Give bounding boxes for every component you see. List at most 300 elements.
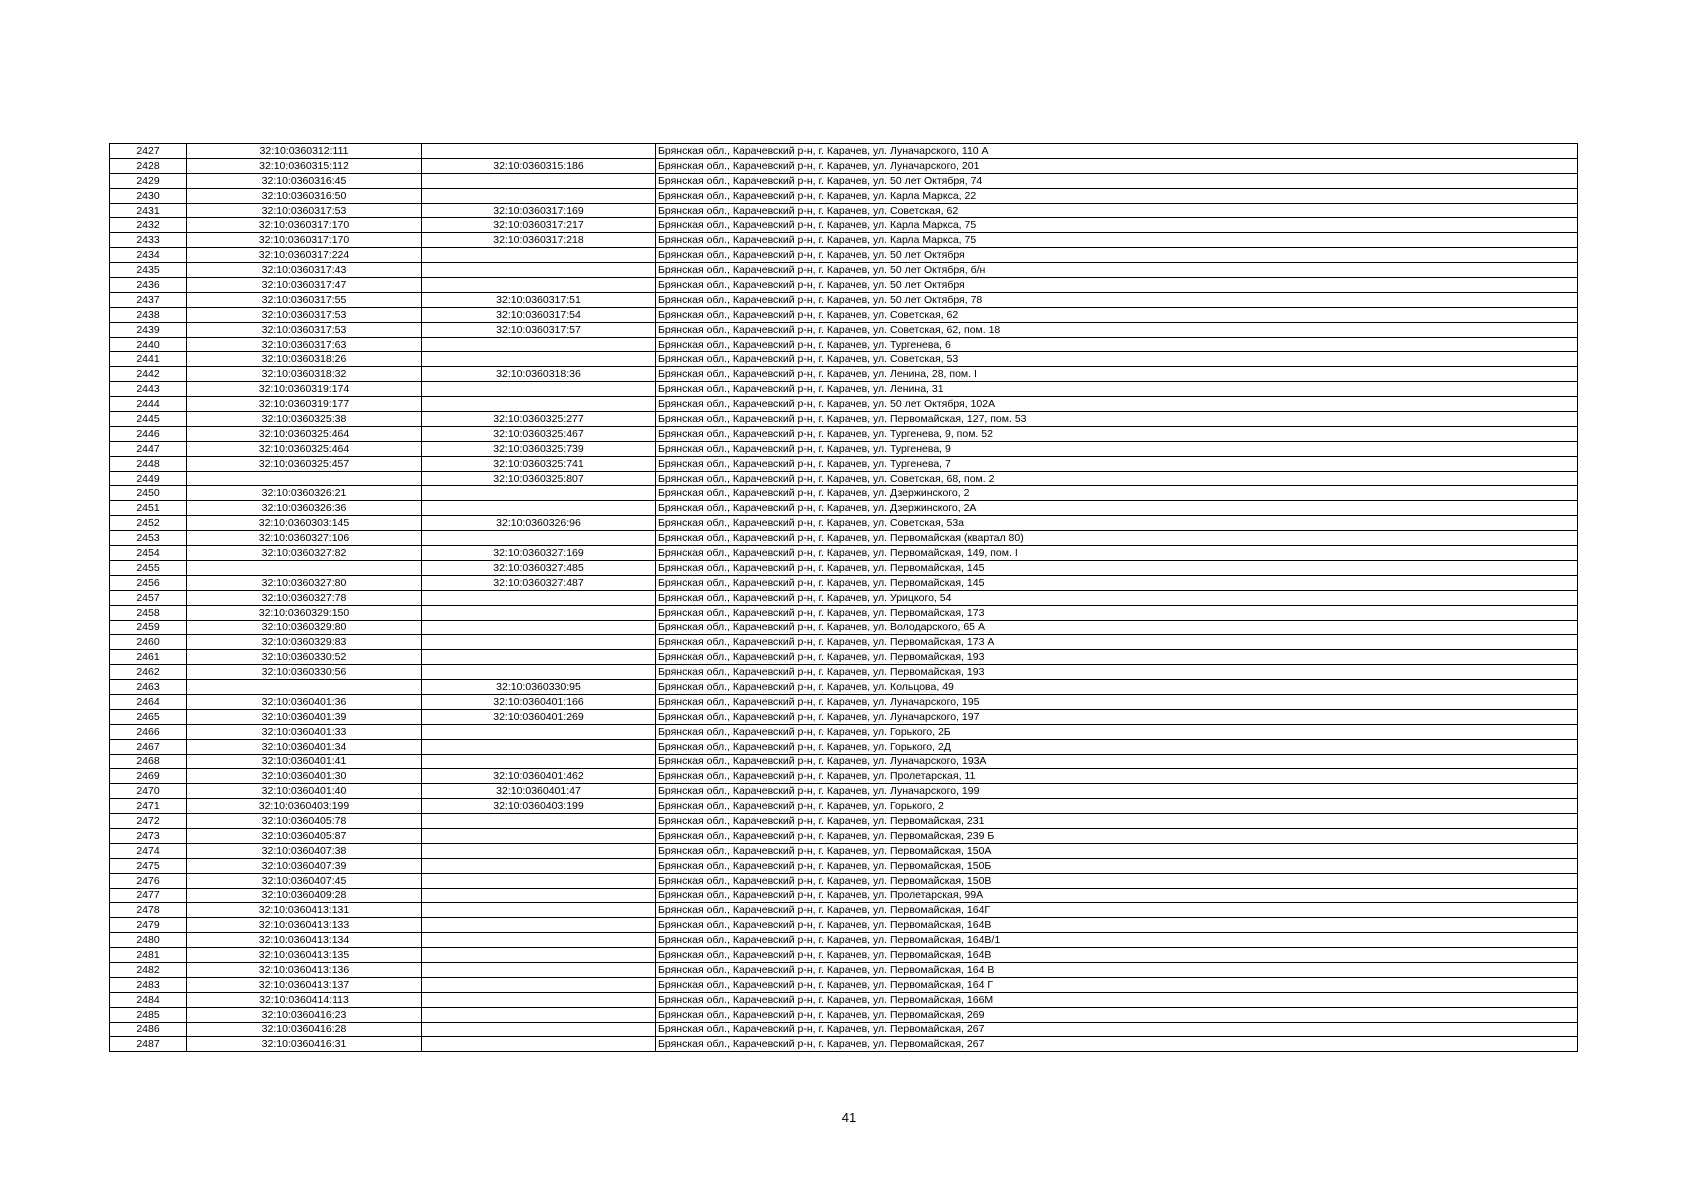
row-number-cell: 2434 [110,248,187,263]
row-number-cell: 2468 [110,754,187,769]
row-number-cell: 2457 [110,590,187,605]
row-number-cell: 2432 [110,218,187,233]
row-number-cell: 2455 [110,560,187,575]
address-cell: Брянская обл., Карачевский р-н, г. Карачев, ул. Первомайская, 173 А [656,635,1578,650]
cadastral-number-cell: 32:10:0360317:53 [187,307,422,322]
building-number-cell [422,650,656,665]
row-number-cell: 2431 [110,203,187,218]
cadastral-number-cell: 32:10:0360401:34 [187,739,422,754]
address-cell: Брянская обл., Карачевский р-н, г. Карачев, ул. Советская, 68, пом. 2 [656,471,1578,486]
cadastral-number-cell: 32:10:0360325:38 [187,412,422,427]
address-cell: Брянская обл., Карачевский р-н, г. Карачев, ул. Первомайская, 164В/1 [656,933,1578,948]
cadastral-number-cell: 32:10:0360317:47 [187,278,422,293]
cadastral-number-cell: 32:10:0360330:52 [187,650,422,665]
table-row [110,173,1578,188]
table-row [110,441,1578,456]
table-row [110,858,1578,873]
cadastral-number-cell: 32:10:0360316:50 [187,188,422,203]
cadastral-number-cell: 32:10:0360325:457 [187,456,422,471]
cadastral-number-cell: 32:10:0360327:82 [187,546,422,561]
cadastral-number-cell: 32:10:0360405:78 [187,814,422,829]
row-number-cell: 2475 [110,858,187,873]
table-row [110,665,1578,680]
building-number-cell [422,948,656,963]
building-number-cell [422,962,656,977]
row-number-cell: 2486 [110,1022,187,1037]
address-cell: Брянская обл., Карачевский р-н, г. Карачев, ул. Первомайская (квартал 80) [656,531,1578,546]
table-row [110,367,1578,382]
building-number-cell [422,352,656,367]
row-number-cell: 2428 [110,158,187,173]
table-row [110,1037,1578,1052]
address-cell: Брянская обл., Карачевский р-н, г. Карачев, ул. Горького, 2Д [656,739,1578,754]
cadastral-number-cell: 32:10:0360413:133 [187,918,422,933]
address-cell: Брянская обл., Карачевский р-н, г. Карачев, ул. Тургенева, 7 [656,456,1578,471]
table-row [110,1007,1578,1022]
address-cell: Брянская обл., Карачевский р-н, г. Карачев, ул. Первомайская, 164Г [656,903,1578,918]
address-cell: Брянская обл., Карачевский р-н, г. Карачев, ул. Первомайская, 164 Г [656,977,1578,992]
table-row [110,888,1578,903]
cadastral-number-cell: 32:10:0360327:106 [187,531,422,546]
building-number-cell [422,1007,656,1022]
table-row [110,754,1578,769]
address-cell: Брянская обл., Карачевский р-н, г. Карачев, ул. Карла Маркса, 75 [656,233,1578,248]
cadastral-number-cell: 32:10:0360317:170 [187,233,422,248]
building-number-cell [422,531,656,546]
table-row [110,248,1578,263]
building-number-cell: 32:10:0360401:269 [422,709,656,724]
cadastral-number-cell: 32:10:0360317:43 [187,263,422,278]
table-row [110,605,1578,620]
cadastral-number-cell: 32:10:0360407:39 [187,858,422,873]
building-number-cell [422,263,656,278]
table-row [110,918,1578,933]
building-number-cell [422,903,656,918]
row-number-cell: 2435 [110,263,187,278]
address-cell: Брянская обл., Карачевский р-н, г. Карачев, ул. Первомайская, 164В [656,918,1578,933]
data-table [109,143,1578,1052]
address-cell: Брянская обл., Карачевский р-н, г. Карачев, ул. 50 лет Октября, 78 [656,292,1578,307]
row-number-cell: 2480 [110,933,187,948]
cadastral-number-cell: 32:10:0360330:56 [187,665,422,680]
building-number-cell [422,739,656,754]
address-cell: Брянская обл., Карачевский р-н, г. Карачев, ул. Тургенева, 9 [656,441,1578,456]
building-number-cell: 32:10:0360403:199 [422,799,656,814]
cadastral-number-cell: 32:10:0360401:41 [187,754,422,769]
address-cell: Брянская обл., Карачевский р-н, г. Карачев, ул. Ленина, 28, пом. I [656,367,1578,382]
building-number-cell [422,918,656,933]
table-row [110,516,1578,531]
building-number-cell [422,337,656,352]
table-row [110,471,1578,486]
building-number-cell [422,873,656,888]
building-number-cell: 32:10:0360317:51 [422,292,656,307]
cadastral-number-cell: 32:10:0360403:199 [187,799,422,814]
building-number-cell [422,843,656,858]
cadastral-number-cell: 32:10:0360413:131 [187,903,422,918]
table-row [110,426,1578,441]
address-cell: Брянская обл., Карачевский р-н, г. Карачев, ул. Первомайская, 127, пом. 53 [656,412,1578,427]
address-cell: Брянская обл., Карачевский р-н, г. Карачев, ул. Тургенева, 9, пом. 52 [656,426,1578,441]
cadastral-number-cell [187,560,422,575]
row-number-cell: 2479 [110,918,187,933]
row-number-cell: 2443 [110,382,187,397]
building-number-cell: 32:10:0360327:485 [422,560,656,575]
address-cell: Брянская обл., Карачевский р-н, г. Карачев, ул. Первомайская, 231 [656,814,1578,829]
cadastral-number-cell: 32:10:0360329:83 [187,635,422,650]
address-cell: Брянская обл., Карачевский р-н, г. Карачев, ул. Кольцова, 49 [656,680,1578,695]
cadastral-number-cell: 32:10:0360326:21 [187,486,422,501]
table-row [110,382,1578,397]
cadastral-number-cell: 32:10:0360315:112 [187,158,422,173]
table-row [110,307,1578,322]
address-cell: Брянская обл., Карачевский р-н, г. Карачев, ул. Первомайская, 193 [656,665,1578,680]
cadastral-number-cell: 32:10:0360413:135 [187,948,422,963]
row-number-cell: 2445 [110,412,187,427]
address-cell: Брянская обл., Карачевский р-н, г. Карачев, ул. Луначарского, 193А [656,754,1578,769]
row-number-cell: 2470 [110,784,187,799]
building-number-cell: 32:10:0360317:217 [422,218,656,233]
row-number-cell: 2451 [110,501,187,516]
table-row [110,784,1578,799]
cadastral-number-cell: 32:10:0360318:32 [187,367,422,382]
table-row [110,278,1578,293]
building-number-cell [422,486,656,501]
address-cell: Брянская обл., Карачевский р-н, г. Карачев, ул. 50 лет Октября, 74 [656,173,1578,188]
row-number-cell: 2453 [110,531,187,546]
row-number-cell: 2436 [110,278,187,293]
row-number-cell: 2465 [110,709,187,724]
table-row [110,144,1578,159]
cadastral-number-cell: 32:10:0360414:113 [187,992,422,1007]
building-number-cell: 32:10:0360317:54 [422,307,656,322]
cadastral-number-cell: 32:10:0360325:464 [187,426,422,441]
table-row [110,739,1578,754]
row-number-cell: 2454 [110,546,187,561]
row-number-cell: 2437 [110,292,187,307]
cadastral-number-cell: 32:10:0360413:136 [187,962,422,977]
address-cell: Брянская обл., Карачевский р-н, г. Карачев, ул. Советская, 62, пом. 18 [656,322,1578,337]
cadastral-number-cell: 32:10:0360329:80 [187,620,422,635]
cadastral-number-cell: 32:10:0360401:40 [187,784,422,799]
address-cell: Брянская обл., Карачевский р-н, г. Карачев, ул. Советская, 62 [656,307,1578,322]
building-number-cell [422,1022,656,1037]
building-number-cell [422,248,656,263]
table-row [110,397,1578,412]
building-number-cell: 32:10:0360315:186 [422,158,656,173]
table-row [110,352,1578,367]
row-number-cell: 2466 [110,724,187,739]
row-number-cell: 2469 [110,769,187,784]
cadastral-number-cell: 32:10:0360405:87 [187,828,422,843]
building-number-cell [422,620,656,635]
table-body [110,144,1578,1052]
cadastral-number-cell: 32:10:0360317:170 [187,218,422,233]
cadastral-number-cell: 32:10:0360325:464 [187,441,422,456]
cadastral-number-cell: 32:10:0360319:174 [187,382,422,397]
cadastral-number-cell: 32:10:0360401:36 [187,694,422,709]
table-row [110,337,1578,352]
address-cell: Брянская обл., Карачевский р-н, г. Карачев, ул. Первомайская, 150А [656,843,1578,858]
table-row [110,650,1578,665]
cadastral-number-cell: 32:10:0360317:63 [187,337,422,352]
row-number-cell: 2463 [110,680,187,695]
row-number-cell: 2484 [110,992,187,1007]
cadastral-number-cell: 32:10:0360416:31 [187,1037,422,1052]
table-row [110,680,1578,695]
building-number-cell [422,382,656,397]
address-cell: Брянская обл., Карачевский р-н, г. Карачев, ул. Советская, 53а [656,516,1578,531]
cadastral-number-cell: 32:10:0360407:45 [187,873,422,888]
table-row [110,546,1578,561]
cadastral-number-cell: 32:10:0360317:224 [187,248,422,263]
building-number-cell [422,501,656,516]
row-number-cell: 2433 [110,233,187,248]
address-cell: Брянская обл., Карачевский р-н, г. Карачев, ул. Володарского, 65 А [656,620,1578,635]
row-number-cell: 2441 [110,352,187,367]
table-row [110,828,1578,843]
row-number-cell: 2450 [110,486,187,501]
table-row [110,531,1578,546]
row-number-cell: 2458 [110,605,187,620]
cadastral-number-cell: 32:10:0360327:78 [187,590,422,605]
building-number-cell [422,605,656,620]
address-cell: Брянская обл., Карачевский р-н, г. Карачев, ул. Луначарского, 110 А [656,144,1578,159]
row-number-cell: 2478 [110,903,187,918]
table-row [110,560,1578,575]
table-row [110,635,1578,650]
row-number-cell: 2430 [110,188,187,203]
building-number-cell [422,144,656,159]
cadastral-number-cell: 32:10:0360407:38 [187,843,422,858]
address-cell: Брянская обл., Карачевский р-н, г. Карачев, ул. Первомайская, 267 [656,1022,1578,1037]
cadastral-number-cell: 32:10:0360317:55 [187,292,422,307]
row-number-cell: 2461 [110,650,187,665]
building-number-cell: 32:10:0360325:467 [422,426,656,441]
table-row [110,769,1578,784]
row-number-cell: 2485 [110,1007,187,1022]
address-cell: Брянская обл., Карачевский р-н, г. Карачев, ул. Советская, 53 [656,352,1578,367]
row-number-cell: 2427 [110,144,187,159]
table-row [110,233,1578,248]
address-cell: Брянская обл., Карачевский р-н, г. Карачев, ул. Первомайская, 166М [656,992,1578,1007]
row-number-cell: 2456 [110,575,187,590]
table-row [110,903,1578,918]
building-number-cell [422,278,656,293]
row-number-cell: 2429 [110,173,187,188]
building-number-cell [422,1037,656,1052]
row-number-cell: 2442 [110,367,187,382]
address-cell: Брянская обл., Карачевский р-н, г. Карачев, ул. 50 лет Октября, б/н [656,263,1578,278]
table-row [110,203,1578,218]
address-cell: Брянская обл., Карачевский р-н, г. Карачев, ул. Первомайская, 267 [656,1037,1578,1052]
cadastral-number-cell: 32:10:0360303:145 [187,516,422,531]
building-number-cell [422,888,656,903]
row-number-cell: 2467 [110,739,187,754]
table-row [110,412,1578,427]
building-number-cell: 32:10:0360317:57 [422,322,656,337]
cadastral-number-cell: 32:10:0360317:53 [187,322,422,337]
row-number-cell: 2438 [110,307,187,322]
row-number-cell: 2473 [110,828,187,843]
row-number-cell: 2481 [110,948,187,963]
row-number-cell: 2471 [110,799,187,814]
cadastral-number-cell: 32:10:0360413:134 [187,933,422,948]
row-number-cell: 2446 [110,426,187,441]
table-row [110,501,1578,516]
row-number-cell: 2474 [110,843,187,858]
page-number: 41 [841,1110,857,1125]
row-number-cell: 2462 [110,665,187,680]
building-number-cell: 32:10:0360330:95 [422,680,656,695]
table-row [110,694,1578,709]
table-row [110,962,1578,977]
row-number-cell: 2472 [110,814,187,829]
building-number-cell [422,754,656,769]
cadastral-number-cell: 32:10:0360318:26 [187,352,422,367]
building-number-cell: 32:10:0360327:487 [422,575,656,590]
cadastral-number-cell [187,471,422,486]
cadastral-number-cell: 32:10:0360329:150 [187,605,422,620]
table-row [110,575,1578,590]
address-cell: Брянская обл., Карачевский р-н, г. Карачев, ул. Первомайская, 269 [656,1007,1578,1022]
address-cell: Брянская обл., Карачевский р-н, г. Карачев, ул. Пролетарская, 11 [656,769,1578,784]
row-number-cell: 2482 [110,962,187,977]
table-row [110,873,1578,888]
row-number-cell: 2439 [110,322,187,337]
address-cell: Брянская обл., Карачевский р-н, г. Карачев, ул. Дзержинского, 2 [656,486,1578,501]
address-cell: Брянская обл., Карачевский р-н, г. Карачев, ул. Луначарского, 197 [656,709,1578,724]
table-row [110,456,1578,471]
row-number-cell: 2449 [110,471,187,486]
address-cell: Брянская обл., Карачевский р-н, г. Карачев, ул. Карла Маркса, 75 [656,218,1578,233]
row-number-cell: 2476 [110,873,187,888]
address-cell: Брянская обл., Карачевский р-н, г. Карачев, ул. Горького, 2 [656,799,1578,814]
table-row [110,709,1578,724]
table-row [110,1022,1578,1037]
table-row [110,620,1578,635]
address-cell: Брянская обл., Карачевский р-н, г. Карачев, ул. Луначарского, 201 [656,158,1578,173]
building-number-cell [422,173,656,188]
building-number-cell: 32:10:0360401:462 [422,769,656,784]
cadastral-number-cell: 32:10:0360327:80 [187,575,422,590]
building-number-cell [422,397,656,412]
row-number-cell: 2477 [110,888,187,903]
cadastral-number-cell: 32:10:0360401:30 [187,769,422,784]
row-number-cell: 2483 [110,977,187,992]
table-row [110,218,1578,233]
building-number-cell [422,814,656,829]
building-number-cell: 32:10:0360401:47 [422,784,656,799]
table-row [110,292,1578,307]
cadastral-number-cell: 32:10:0360316:45 [187,173,422,188]
cadastral-number-cell: 32:10:0360312:111 [187,144,422,159]
cadastral-number-cell: 32:10:0360413:137 [187,977,422,992]
address-cell: Брянская обл., Карачевский р-н, г. Карачев, ул. 50 лет Октября [656,248,1578,263]
row-number-cell: 2447 [110,441,187,456]
address-cell: Брянская обл., Карачевский р-н, г. Карачев, ул. Пролетарская, 99А [656,888,1578,903]
address-cell: Брянская обл., Карачевский р-н, г. Карачев, ул. Первомайская, 193 [656,650,1578,665]
row-number-cell: 2440 [110,337,187,352]
building-number-cell [422,635,656,650]
building-number-cell: 32:10:0360325:277 [422,412,656,427]
cadastral-number-cell: 32:10:0360319:177 [187,397,422,412]
row-number-cell: 2444 [110,397,187,412]
address-cell: Брянская обл., Карачевский р-н, г. Карачев, ул. Урицкого, 54 [656,590,1578,605]
row-number-cell: 2487 [110,1037,187,1052]
building-number-cell [422,977,656,992]
address-cell: Брянская обл., Карачевский р-н, г. Карачев, ул. Первомайская, 145 [656,560,1578,575]
table-row [110,322,1578,337]
cadastral-number-cell: 32:10:0360317:53 [187,203,422,218]
building-number-cell [422,858,656,873]
cadastral-number-cell: 32:10:0360416:23 [187,1007,422,1022]
address-cell: Брянская обл., Карачевский р-н, г. Карачев, ул. Первомайская, 164 В [656,962,1578,977]
table-row [110,724,1578,739]
building-number-cell [422,828,656,843]
address-cell: Брянская обл., Карачевский р-н, г. Карачев, ул. Первомайская, 149, пом. I [656,546,1578,561]
address-cell: Брянская обл., Карачевский р-н, г. Карачев, ул. Первомайская, 150Б [656,858,1578,873]
building-number-cell [422,188,656,203]
cadastral-number-cell: 32:10:0360401:33 [187,724,422,739]
building-number-cell: 32:10:0360326:96 [422,516,656,531]
table-row [110,933,1578,948]
cadastral-number-cell: 32:10:0360416:28 [187,1022,422,1037]
address-cell: Брянская обл., Карачевский р-н, г. Карачев, ул. Первомайская, 173 [656,605,1578,620]
address-cell: Брянская обл., Карачевский р-н, г. Карачев, ул. Первомайская, 150В [656,873,1578,888]
address-cell: Брянская обл., Карачевский р-н, г. Карачев, ул. Карла Маркса, 22 [656,188,1578,203]
building-number-cell [422,665,656,680]
row-number-cell: 2460 [110,635,187,650]
table-row [110,814,1578,829]
table-row [110,977,1578,992]
table-row [110,590,1578,605]
table-row [110,188,1578,203]
building-number-cell: 32:10:0360325:741 [422,456,656,471]
address-cell: Брянская обл., Карачевский р-н, г. Карачев, ул. 50 лет Октября, 102А [656,397,1578,412]
table-row [110,263,1578,278]
table-row [110,799,1578,814]
address-cell: Брянская обл., Карачевский р-н, г. Карачев, ул. Горького, 2Б [656,724,1578,739]
row-number-cell: 2459 [110,620,187,635]
address-cell: Брянская обл., Карачевский р-н, г. Карачев, ул. Первомайская, 239 Б [656,828,1578,843]
cadastral-number-cell: 32:10:0360326:36 [187,501,422,516]
table-row [110,158,1578,173]
building-number-cell: 32:10:0360318:36 [422,367,656,382]
cadastral-number-cell: 32:10:0360401:39 [187,709,422,724]
row-number-cell: 2452 [110,516,187,531]
building-number-cell: 32:10:0360317:169 [422,203,656,218]
table-row [110,843,1578,858]
address-cell: Брянская обл., Карачевский р-н, г. Карачев, ул. Луначарского, 195 [656,694,1578,709]
address-cell: Брянская обл., Карачевский р-н, г. Карачев, ул. Советская, 62 [656,203,1578,218]
building-number-cell [422,724,656,739]
address-cell: Брянская обл., Карачевский р-н, г. Карачев, ул. Первомайская, 164В [656,948,1578,963]
building-number-cell [422,992,656,1007]
address-cell: Брянская обл., Карачевский р-н, г. Карачев, ул. Первомайская, 145 [656,575,1578,590]
address-cell: Брянская обл., Карачевский р-н, г. Карачев, ул. Луначарского, 199 [656,784,1578,799]
building-number-cell [422,933,656,948]
table-row [110,948,1578,963]
address-cell: Брянская обл., Карачевский р-н, г. Карачев, ул. Тургенева, 6 [656,337,1578,352]
building-number-cell [422,590,656,605]
building-number-cell: 32:10:0360327:169 [422,546,656,561]
building-number-cell: 32:10:0360325:807 [422,471,656,486]
building-number-cell: 32:10:0360317:218 [422,233,656,248]
address-cell: Брянская обл., Карачевский р-н, г. Карачев, ул. Ленина, 31 [656,382,1578,397]
address-cell: Брянская обл., Карачевский р-н, г. Карачев, ул. Дзержинского, 2А [656,501,1578,516]
row-number-cell: 2448 [110,456,187,471]
